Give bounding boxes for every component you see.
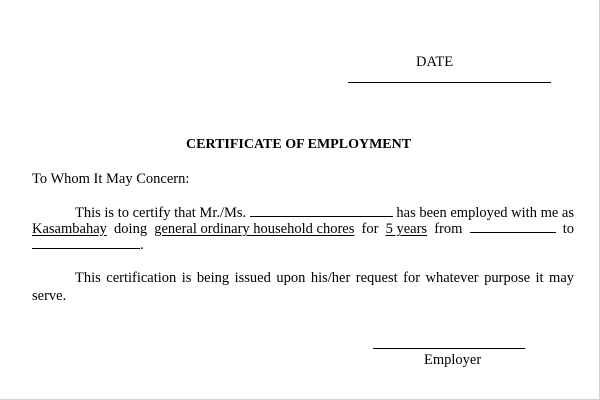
signature-label: Employer [424,352,482,368]
salutation: To Whom It May Concern: [32,171,190,187]
date-label: DATE [416,54,454,70]
date-line [348,82,551,83]
para1-to-text: to [562,221,574,237]
para1-end-punct: . [140,237,144,253]
para1-intro: This is to certify that Mr./Ms. [75,205,247,221]
para1-from-text: from [434,221,463,237]
signature-line [373,348,525,349]
duration-value: 5 years [385,221,428,237]
employee-name-blank [250,204,393,217]
para1-line1 [75,204,574,221]
para1-line2 [32,220,574,237]
duties-value: general ordinary household chores [154,221,355,237]
certificate-title: CERTIFICATE OF EMPLOYMENT [186,137,412,152]
to-date-blank [32,236,140,249]
para1-for-text: for [361,221,379,237]
position-value: Kasambahay [32,221,107,237]
para2-line2: serve. [32,288,67,304]
para1-employed-text: has been employed with me as [396,205,574,221]
para1-line3 [32,236,144,253]
from-date-blank [470,220,556,233]
para2-line1: This certification is being issued upon his/her request for whatever purpose it may [75,270,574,286]
para1-doing-text: doing [114,221,148,237]
